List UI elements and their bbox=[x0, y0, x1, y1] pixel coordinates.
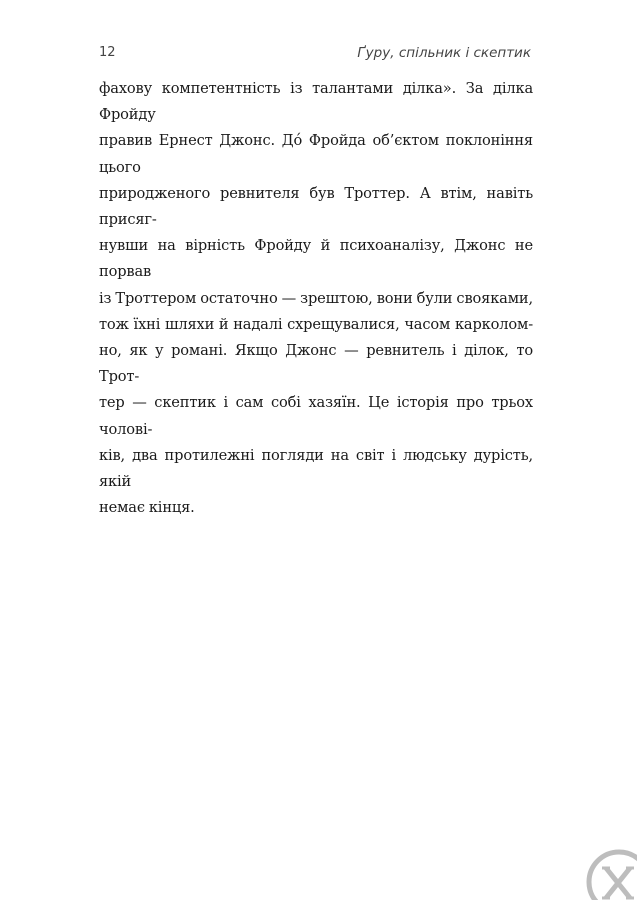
text-line-6: тож їхні шляхи й надалі схрещувалися, часом карколом- bbox=[99, 315, 533, 333]
text-line-7: но, як у романі. Якщо Джонс — ревнитель і ділок, то Трот- bbox=[99, 342, 533, 386]
text-line-9: ків, два протилежні погляди на світ і людську дурість, якій bbox=[99, 446, 533, 491]
text-line-5: із Троттером остаточно — зрештою, вони були свояками, bbox=[99, 289, 533, 307]
running-title: Ґуру, спільник і скептик bbox=[357, 45, 531, 61]
running-header bbox=[99, 42, 531, 64]
text-line-2: правив Ернест Джонс. Дó Фройда об’єктом поклоніння цього bbox=[99, 132, 533, 176]
text-line-10: немає кінця. bbox=[99, 499, 195, 517]
text-line-4: нувши на вірність Фройду й психоаналізу, Джонс не порвав bbox=[99, 237, 533, 281]
x-letter-corner-logo-icon bbox=[579, 842, 637, 900]
text-line-8: тер — скептик і сам собі хазяїн. Це історія про трьох чолові- bbox=[99, 394, 533, 438]
text-line-1: фахову компетентність із талантами ділка». За ділка Фройду bbox=[99, 80, 533, 124]
text-line-3: природженого ревнителя був Троттер. А втім, навіть присяг- bbox=[99, 184, 533, 229]
body-paragraph bbox=[99, 76, 533, 521]
page-number: 12 bbox=[99, 45, 116, 60]
